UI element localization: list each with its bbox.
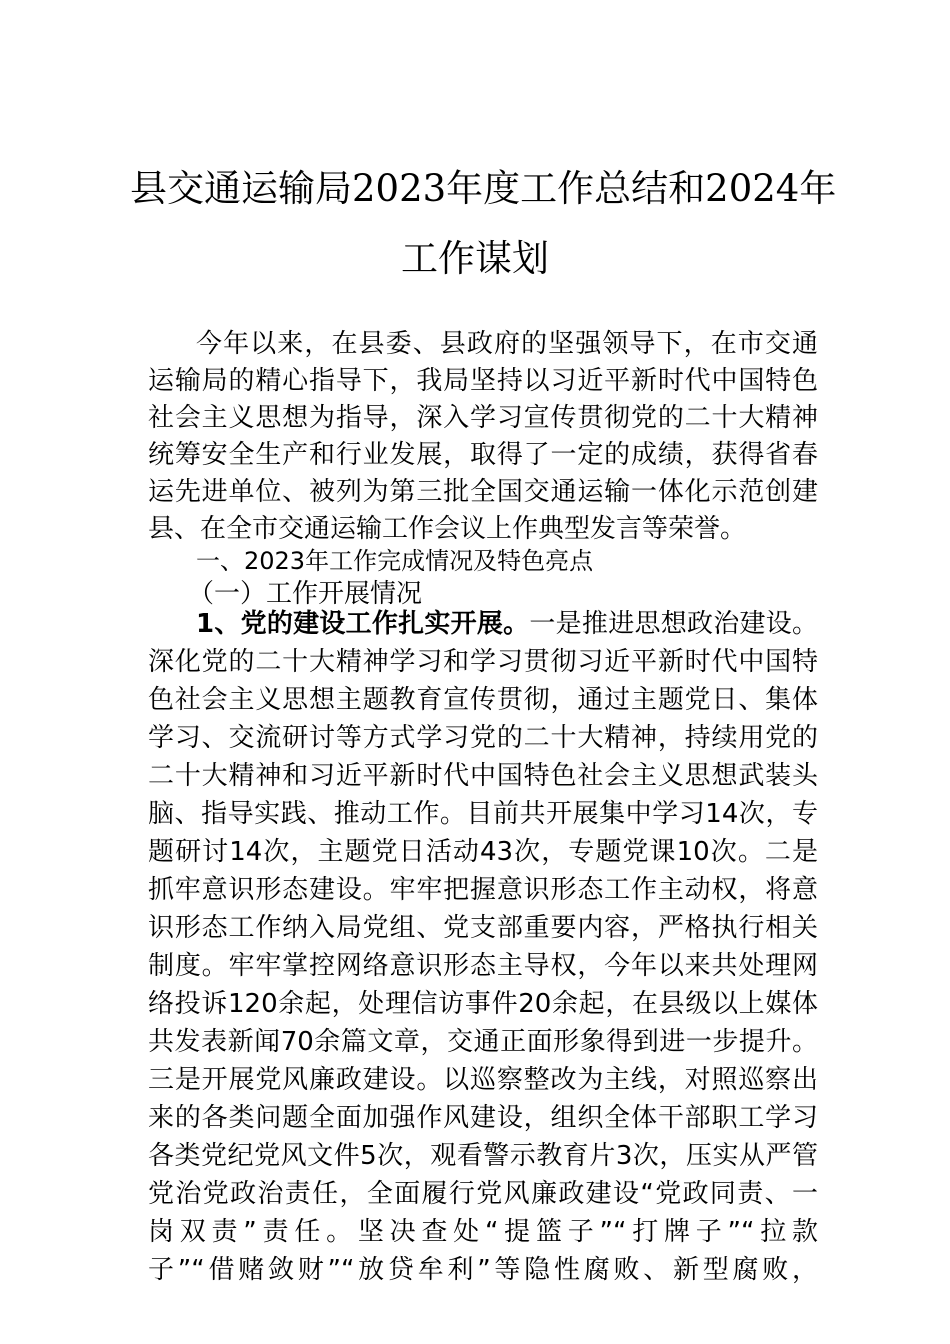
item-1-line: 络投诉120余起，处理信访事件20余起，在县级以上媒体 [148,989,818,1019]
intro-line: 运输局的精心指导下，我局坚持以习近平新时代中国特色 [148,366,818,396]
section-heading: 一、2023年工作完成情况及特色亮点 [196,547,594,575]
item-1-line: 脑、指导实践、推动工作。目前共开展集中学习14次，专 [148,799,818,829]
item-1-line: 学习、交流研讨等方式学习党的二十大精神，持续用党的 [148,723,818,753]
item-1-line: 抓牢意识形态建设。牢牢把握意识形态工作主动权，将意 [148,875,818,905]
document-title-line-2: 工作谋划 [401,237,549,280]
item-1-first-line [196,605,818,643]
intro-line: 运先进单位、被列为第三批全国交通运输一体化示范创建 [148,477,818,507]
item-1-first-rest: 一是推进思想政治建设。 [529,609,818,639]
item-1-bold-lead: 1、党的建设工作扎实开展。 [196,609,530,639]
item-1-line: 题研讨14次，主题党日活动43次，专题党课10次。二是 [148,837,818,867]
item-1-line: 制度。牢牢掌控网络意识形态主导权，今年以来共处理网 [148,951,818,981]
item-1-line: 各类党纪党风文件5次，观看警示教育片3次，压实从严管 [148,1141,818,1171]
item-1-line: 深化党的二十大精神学习和学习贯彻习近平新时代中国特 [148,647,818,677]
item-1-line: 子”“借赌敛财”“放贷牟利”等隐性腐败、新型腐败， [148,1255,818,1285]
item-1-line: 来的各类问题全面加强作风建设，组织全体干部职工学习 [148,1103,818,1133]
intro-line: 今年以来，在县委、县政府的坚强领导下，在市交通 [196,329,818,359]
item-1-line: 识形态工作纳入局党组、党支部重要内容，严格执行相关 [148,913,818,943]
item-1-line: 岗双责”责任。坚决查处“提篮子”“打牌子”“拉款 [148,1217,818,1247]
item-1-line: 党治党政治责任，全面履行党风廉政建设“党政同责、一 [148,1179,818,1209]
item-1-line: 共发表新闻70余篇文章，交通正面形象得到进一步提升。 [148,1027,818,1057]
subsection-heading: （一）工作开展情况 [188,579,423,609]
document-title-line-1: 县交通运输局2023年度工作总结和2024年 [130,167,837,210]
intro-line: 统筹安全生产和行业发展，取得了一定的成绩，获得省春 [148,440,818,470]
item-1-line: 色社会主义思想主题教育宣传贯彻，通过主题党日、集体 [148,685,818,715]
intro-line: 社会主义思想为指导，深入学习宣传贯彻党的二十大精神 [148,403,818,433]
item-1-line: 三是开展党风廉政建设。以巡察整改为主线，对照巡察出 [148,1065,818,1095]
intro-line: 县、在全市交通运输工作会议上作典型发言等荣誉。 [148,514,747,544]
item-1-line: 二十大精神和习近平新时代中国特色社会主义思想武装头 [148,761,818,791]
